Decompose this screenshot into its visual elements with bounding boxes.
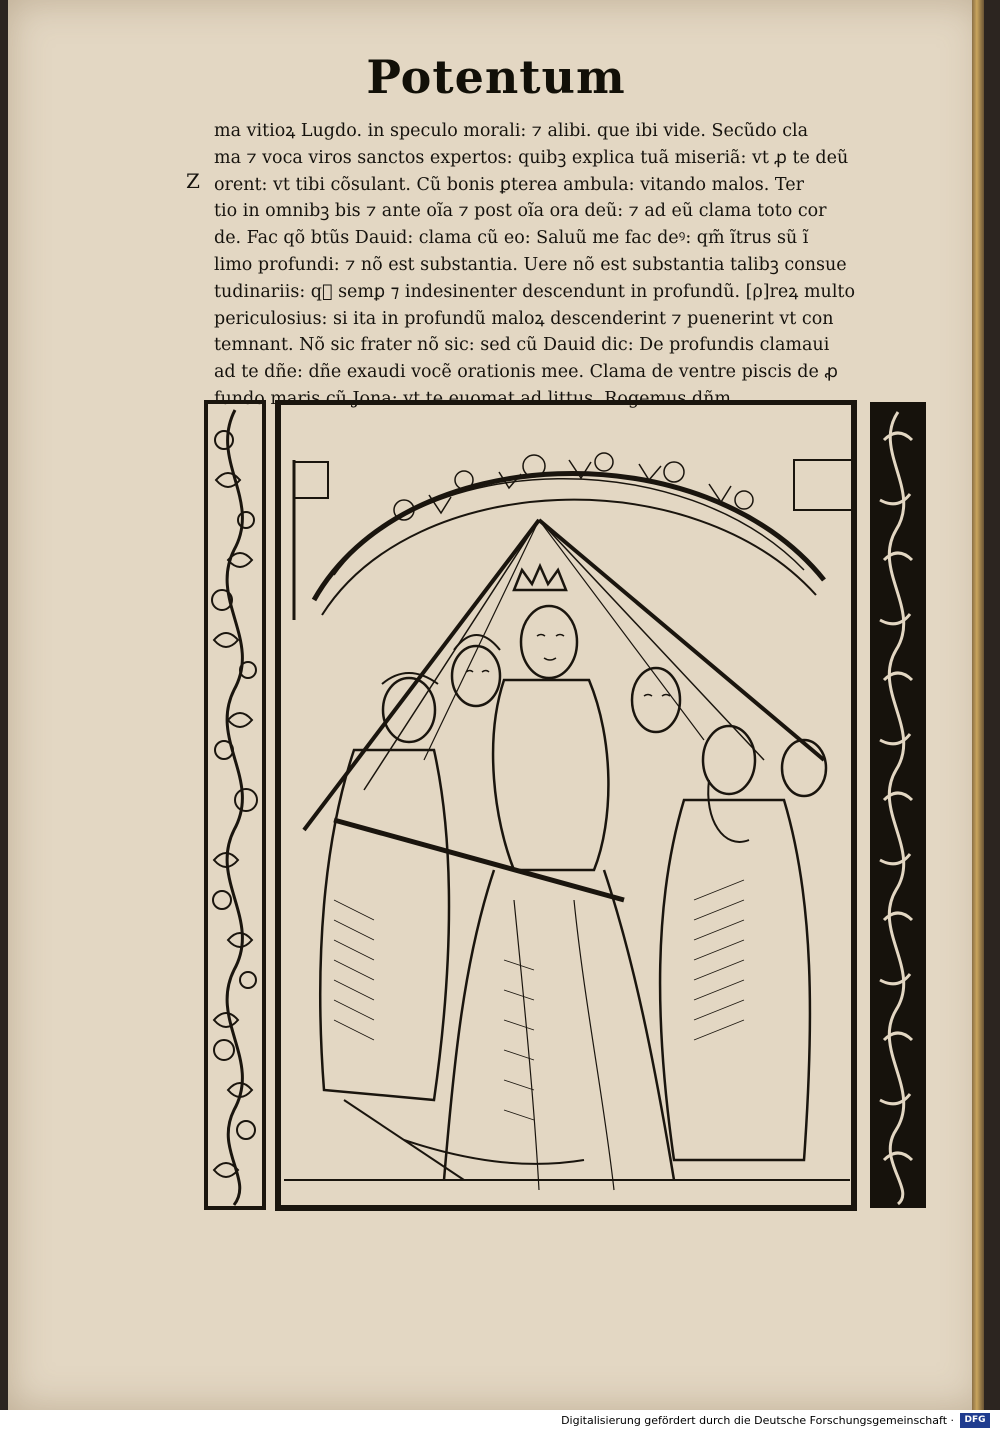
running-head: Potentum bbox=[366, 50, 626, 104]
right-acanthus-border bbox=[870, 402, 926, 1208]
woodcut-svg bbox=[204, 400, 928, 1212]
dfg-logo: DFG bbox=[960, 1413, 990, 1428]
woodcut-illustration bbox=[204, 400, 928, 1212]
text-line: ad te dñe: dñe exaudi vocẽ orationis mee. Clama de ventre piscis de ꝓ bbox=[214, 362, 838, 383]
text-line: de. Fac qõ btũs Dauid: clama cũ eo: Saluũ me fac deꝰ: qm̃ ĩtrus sũ ĩ bbox=[214, 228, 809, 249]
text-line: periculosius: si ita in profundũ maloꝝ descenderint ⁊ puenerint vt con bbox=[214, 308, 834, 329]
text-line: fundo maris cũ Jona: vt te euomat ad littus. Rogemus dñm. bbox=[214, 388, 737, 409]
body-text bbox=[214, 118, 934, 413]
book-page bbox=[8, 0, 984, 1410]
text-line: orent: vt tibi cõsulant. Cũ bonis ꝑterea ambula: vitando malos. Ter bbox=[214, 174, 804, 195]
text-line: temnant. Nõ sic frater nõ sic: sed cũ Dauid dic: De profundis clamaui bbox=[214, 335, 830, 356]
text-line: ma vitioꝝ Lugdo. in speculo morali: ⁊ alibi. que ibi vide. Secũdo cla bbox=[214, 121, 809, 141]
marginal-letter: Z bbox=[186, 169, 200, 193]
footer-bar bbox=[0, 1410, 1000, 1433]
text-line: tudinariis: q᷑ semꝑ ⁊ indesinenter descendunt in profundũ. [ρ]reꝝ multo bbox=[214, 281, 855, 302]
main-scene bbox=[278, 402, 854, 1208]
page-edge bbox=[972, 0, 984, 1410]
text-line: tio in omnibꝫ bis ⁊ ante oĩa ⁊ post oĩa ora deũ: ⁊ ad eũ clama toto cor bbox=[214, 201, 827, 222]
text-line: limo profundi: ⁊ nõ est substantia. Uere nõ est substantia talibꝫ consue bbox=[214, 254, 847, 275]
text-line: ma ⁊ voca viros sanctos expertos: quibꝫ explica tuã miseriã: vt ꝓ te deũ bbox=[214, 147, 849, 168]
left-floral-border bbox=[206, 402, 264, 1208]
funding-credit: Digitalisierung gefördert durch die Deutsche Forschungsgemeinschaft · bbox=[561, 1414, 954, 1427]
